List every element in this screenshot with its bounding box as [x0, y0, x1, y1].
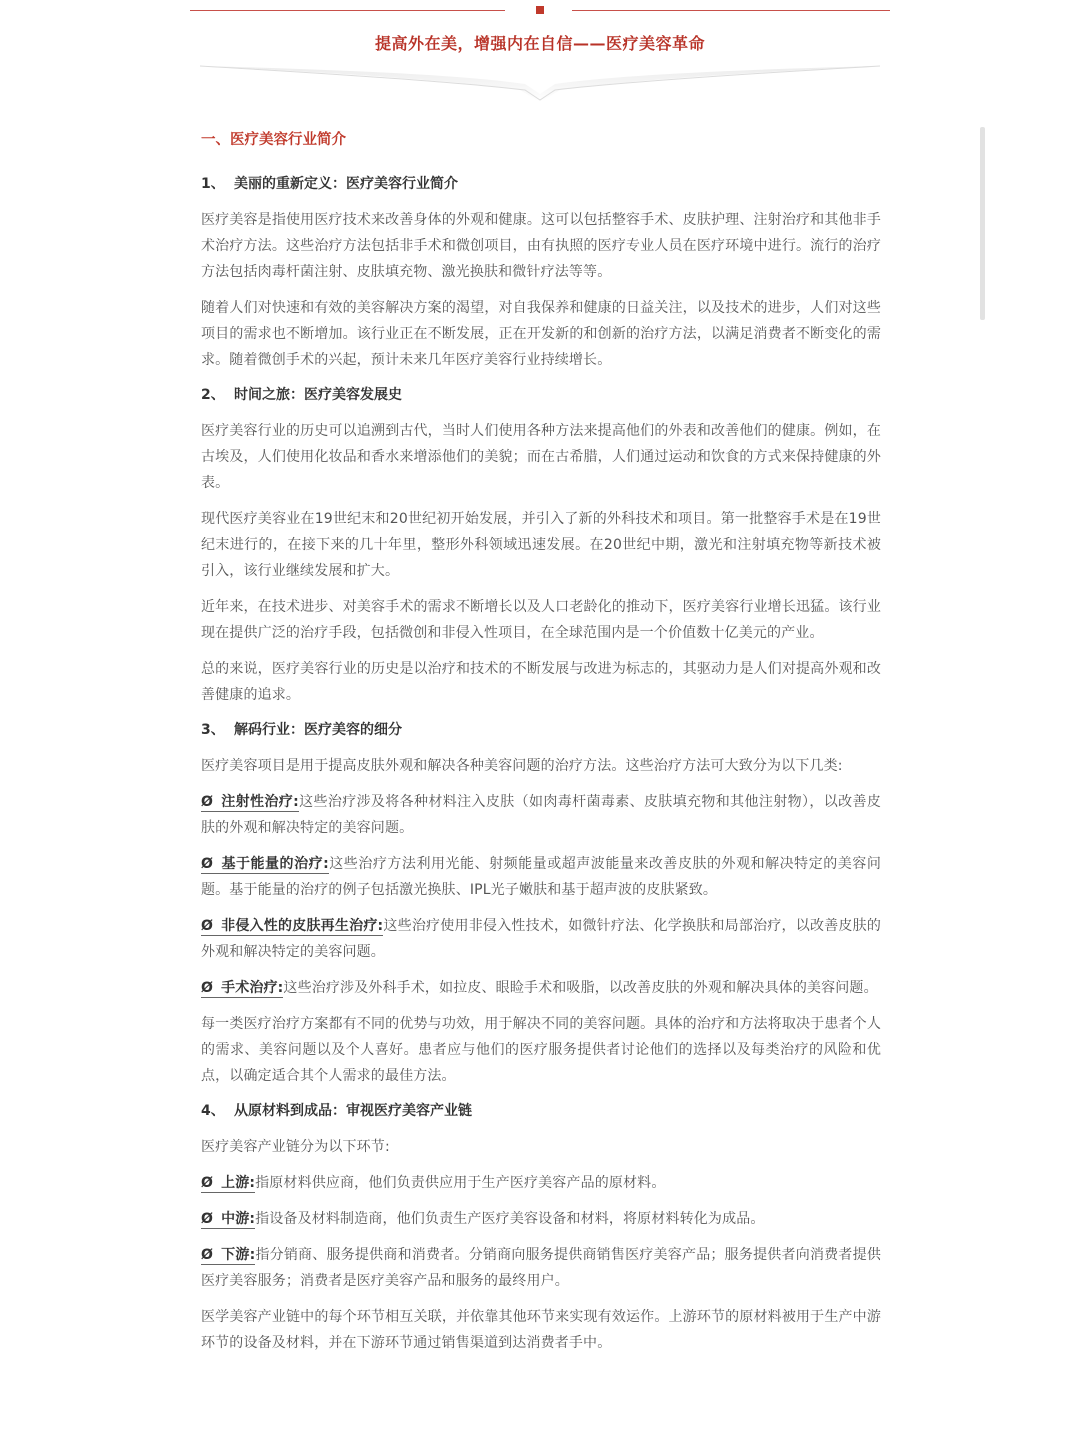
- bullet-label: 基于能量的治疗:: [221, 856, 329, 872]
- subsection-heading-2: [201, 383, 881, 407]
- subsection-title: 时间之旅：医疗美容发展史: [234, 387, 402, 403]
- bullet-lead: [201, 980, 283, 998]
- bullet-marker: Ø: [201, 1211, 214, 1227]
- article-body: [201, 129, 881, 1366]
- bullet-text: 这些治疗使用非侵入性技术，如微针疗法、化学换肤和局部治疗，以改善皮肤的外观和解决特定的美容问题。: [201, 918, 882, 960]
- bullet-lead: [201, 1247, 255, 1265]
- subsection-number: 4、: [201, 1103, 225, 1119]
- bullet-item: [201, 1242, 881, 1294]
- bullet-text: 指原材料供应商，他们负责供应用于生产医疗美容产品的原材料。: [255, 1175, 666, 1191]
- bullet-item: [201, 1170, 881, 1196]
- bullet-label: 中游:: [221, 1211, 256, 1227]
- paragraph: 随着人们对快速和有效的美容解决方案的渴望，对自我保养和健康的日益关注，以及技术的进步，人们对这些项目的需求也不断增加。该行业正在不断发展，正在开发新的和创新的治疗方法，以满足消费者不断变化的需求。随着微创手术的兴起，预计未来几年医疗美容行业持续增长。: [201, 300, 881, 368]
- bullet-item: [201, 789, 881, 841]
- bullet-label: 非侵入性的皮肤再生治疗:: [221, 918, 384, 934]
- subsection-heading-1: [201, 172, 881, 196]
- bullet-label: 下游:: [221, 1247, 256, 1263]
- subsection-number: 3、: [201, 722, 225, 738]
- bullet-item: [201, 1206, 881, 1232]
- header-rule-right: [572, 10, 890, 11]
- bullet-marker: Ø: [201, 1247, 214, 1263]
- bullet-item: [201, 913, 881, 965]
- bullet-marker: Ø: [201, 918, 214, 934]
- bullet-lead: [201, 794, 299, 812]
- bullet-lead: [201, 1211, 255, 1229]
- bullet-label: 注射性治疗:: [221, 794, 299, 810]
- subsection-title: 解码行业：医疗美容的细分: [234, 722, 402, 738]
- bullet-item: [201, 975, 881, 1001]
- bullet-marker: Ø: [201, 980, 214, 996]
- subsection-heading-3: [201, 718, 881, 742]
- bullet-lead: [201, 918, 383, 936]
- section-title: 一、医疗美容行业简介: [201, 132, 346, 148]
- bullet-label: 手术治疗:: [221, 980, 284, 996]
- subsection-title: 美丽的重新定义：医疗美容行业简介: [234, 176, 458, 192]
- paragraph: 医疗美容行业的历史可以追溯到古代，当时人们使用各种方法来提高他们的外表和改善他们的健康。例如，在古埃及，人们使用化妆品和香水来增添他们的美貌；而在古希腊，人们通过运动和饮食的方式来保持健康的外表。: [201, 423, 881, 491]
- bullet-marker: Ø: [201, 856, 214, 872]
- header-swoosh-divider: [190, 56, 890, 106]
- bullet-label: 上游:: [221, 1175, 256, 1191]
- paragraph: 现代医疗美容业在19世纪末和20世纪初开始发展，并引入了新的外科技术和项目。第一批整容手术是在19世纪末进行的，在接下来的几十年里，整形外科领域迅速发展。在20世纪中期，激光和注射填充物等新技术被引入，该行业继续发展和扩大。: [201, 511, 881, 579]
- paragraph: 医疗美容项目是用于提高皮肤外观和解决各种美容问题的治疗方法。这些治疗方法可大致分为以下几类:: [201, 758, 843, 774]
- header-rule-left: [190, 10, 505, 11]
- paragraph: 医疗美容是指使用医疗技术来改善身体的外观和健康。这可以包括整容手术、皮肤护理、注射治疗和其他非手术治疗方法。这些治疗方法包括非手术和微创项目，由有执照的医疗专业人员在医疗环境中进行。流行的治疗方法包括肉毒杆菌注射、皮肤填充物、激光换肤和微针疗法等等。: [201, 212, 881, 280]
- subsection-heading-4: [201, 1099, 881, 1123]
- bullet-lead: [201, 1175, 255, 1193]
- bullet-text: 这些治疗涉及外科手术，如拉皮、眼睑手术和吸脂，以改善皮肤的外观和解决具体的美容问题。: [283, 980, 878, 996]
- scrollbar[interactable]: [980, 127, 985, 320]
- bullet-text: 指设备及材料制造商，他们负责生产医疗美容设备和材料，将原材料转化为成品。: [255, 1211, 765, 1227]
- bullet-lead: [201, 856, 329, 874]
- paragraph: 每一类医疗治疗方案都有不同的优势与功效，用于解决不同的美容问题。具体的治疗和方法将取决于患者个人的需求、美容问题以及个人喜好。患者应与他们的医疗服务提供者讨论他们的选择以及每类治疗的风险和优点，以确定适合其个人需求的最佳方法。: [201, 1016, 881, 1084]
- header-dot: [536, 6, 544, 14]
- paragraph: 医学美容产业链中的每个环节相互关联，并依靠其他环节来实现有效运作。上游环节的原材料被用于生产中游环节的设备及材料，并在下游环节通过销售渠道到达消费者手中。: [201, 1309, 881, 1351]
- paragraph: 医疗美容产业链分为以下环节:: [201, 1139, 390, 1155]
- bullet-item: [201, 851, 881, 903]
- bullet-marker: Ø: [201, 1175, 214, 1191]
- paragraph: 近年来，在技术进步、对美容手术的需求不断增长以及人口老龄化的推动下，医疗美容行业增长迅猛。该行业现在提供广泛的治疗手段，包括微创和非侵入性项目，在全球范围内是一个价值数十亿美元的产业。: [201, 599, 881, 641]
- bullet-text: 指分销商、服务提供商和消费者。分销商向服务提供商销售医疗美容产品；服务提供者向消费者提供医疗美容服务；消费者是医疗美容产品和服务的最终用户。: [201, 1247, 881, 1289]
- bullet-text: 这些治疗方法利用光能、射频能量或超声波能量来改善皮肤的外观和解决特定的美容问题。基于能量的治疗的例子包括激光换肤、IPL光子嫩肤和基于超声波的皮肤紧致。: [201, 856, 881, 898]
- page-title: 提高外在美，增强内在自信——医疗美容革命: [374, 34, 705, 53]
- subsection-title: 从原材料到成品：审视医疗美容产业链: [234, 1103, 472, 1119]
- subsection-number: 2、: [201, 387, 225, 403]
- subsection-number: 1、: [201, 176, 225, 192]
- bullet-marker: Ø: [201, 794, 214, 810]
- paragraph: 总的来说，医疗美容行业的历史是以治疗和技术的不断发展与改进为标志的，其驱动力是人们对提高外观和改善健康的追求。: [201, 661, 881, 703]
- bullet-text: 这些治疗涉及将各种材料注入皮肤（如肉毒杆菌毒素、皮肤填充物和其他注射物），以改善皮肤的外观和解决特定的美容问题。: [201, 794, 881, 836]
